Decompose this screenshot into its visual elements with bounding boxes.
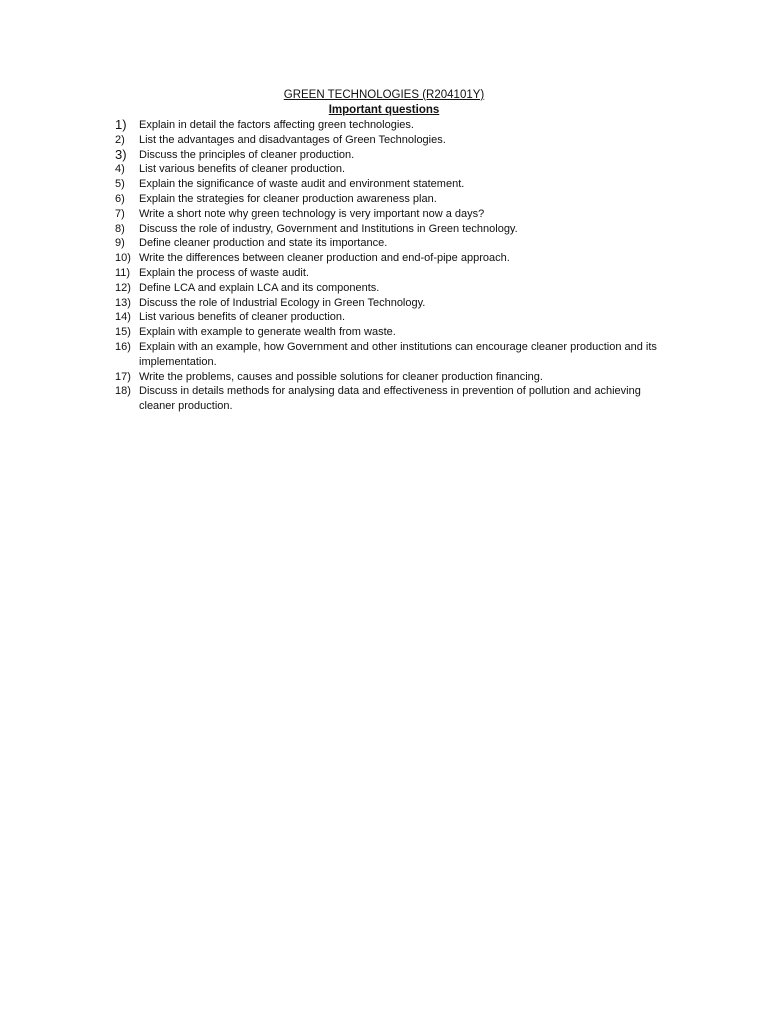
question-text: List various benefits of cleaner production. [139,311,346,324]
question-item [115,177,675,192]
question-number: 7) [115,207,125,220]
question-item [115,251,675,266]
question-item [115,162,675,177]
question-number: 13) [115,296,131,309]
question-number: 1) [115,117,127,132]
question-text: Define cleaner production and state its importance. [139,237,388,250]
question-number: 2) [115,133,125,146]
question-item [115,384,675,414]
document-subtitle: Important questions [328,104,440,116]
question-item [115,325,675,340]
question-number: 9) [115,237,125,250]
question-text: Discuss the role of industry, Government and Institutions in Green technology. [139,222,518,235]
question-number: 16) [115,340,131,353]
question-text: Explain with an example, how Government and other institutions can encourage cleaner production and its implementation. [139,340,657,368]
question-text: Explain the significance of waste audit and environment statement. [139,178,465,191]
question-item [115,192,675,207]
question-number: 15) [115,326,131,339]
question-text: Discuss the principles of cleaner production. [139,148,355,161]
question-text: Explain with example to generate wealth from waste. [139,326,396,339]
question-text: Define LCA and explain LCA and its components. [139,281,380,294]
question-item [115,236,675,251]
question-item [115,207,675,222]
question-text: Explain the process of waste audit. [139,266,309,279]
question-text: Explain the strategies for cleaner production awareness plan. [139,192,437,205]
question-number: 11) [115,266,131,279]
question-number: 12) [115,281,131,294]
question-number: 3) [115,146,127,162]
question-text: Write the problems, causes and possible solutions for cleaner production financing. [139,370,543,383]
question-item [115,148,675,163]
question-item [115,296,675,311]
question-item [115,370,675,385]
question-list [115,118,675,414]
question-number: 8) [115,222,125,235]
question-item [115,222,675,237]
question-text: Write a short note why green technology is very important now a days? [139,207,485,220]
question-item [115,340,675,370]
document-header [0,88,768,118]
question-text: List the advantages and disadvantages of Green Technologies. [139,133,446,146]
question-item [115,133,675,148]
question-item [115,266,675,281]
question-number: 14) [115,311,131,324]
question-text: Discuss in details methods for analysing data and effectiveness in prevention of pollution and achieving cleaner production. [139,385,641,413]
question-text: Explain in detail the factors affecting green technologies. [139,119,414,131]
question-number: 5) [115,178,125,191]
question-text: Discuss the role of Industrial Ecology in Green Technology. [139,296,426,309]
question-number: 10) [115,252,131,265]
question-item [115,118,675,133]
question-number: 6) [115,192,125,205]
question-item [115,281,675,296]
document-title: GREEN TECHNOLOGIES (R204101Y) [283,89,485,101]
question-text: Write the differences between cleaner production and end-of-pipe approach. [139,252,510,265]
question-item [115,310,675,325]
question-number: 4) [115,163,125,176]
question-number: 18) [115,385,131,398]
question-text: List various benefits of cleaner production. [139,163,346,176]
question-number: 17) [115,370,131,383]
